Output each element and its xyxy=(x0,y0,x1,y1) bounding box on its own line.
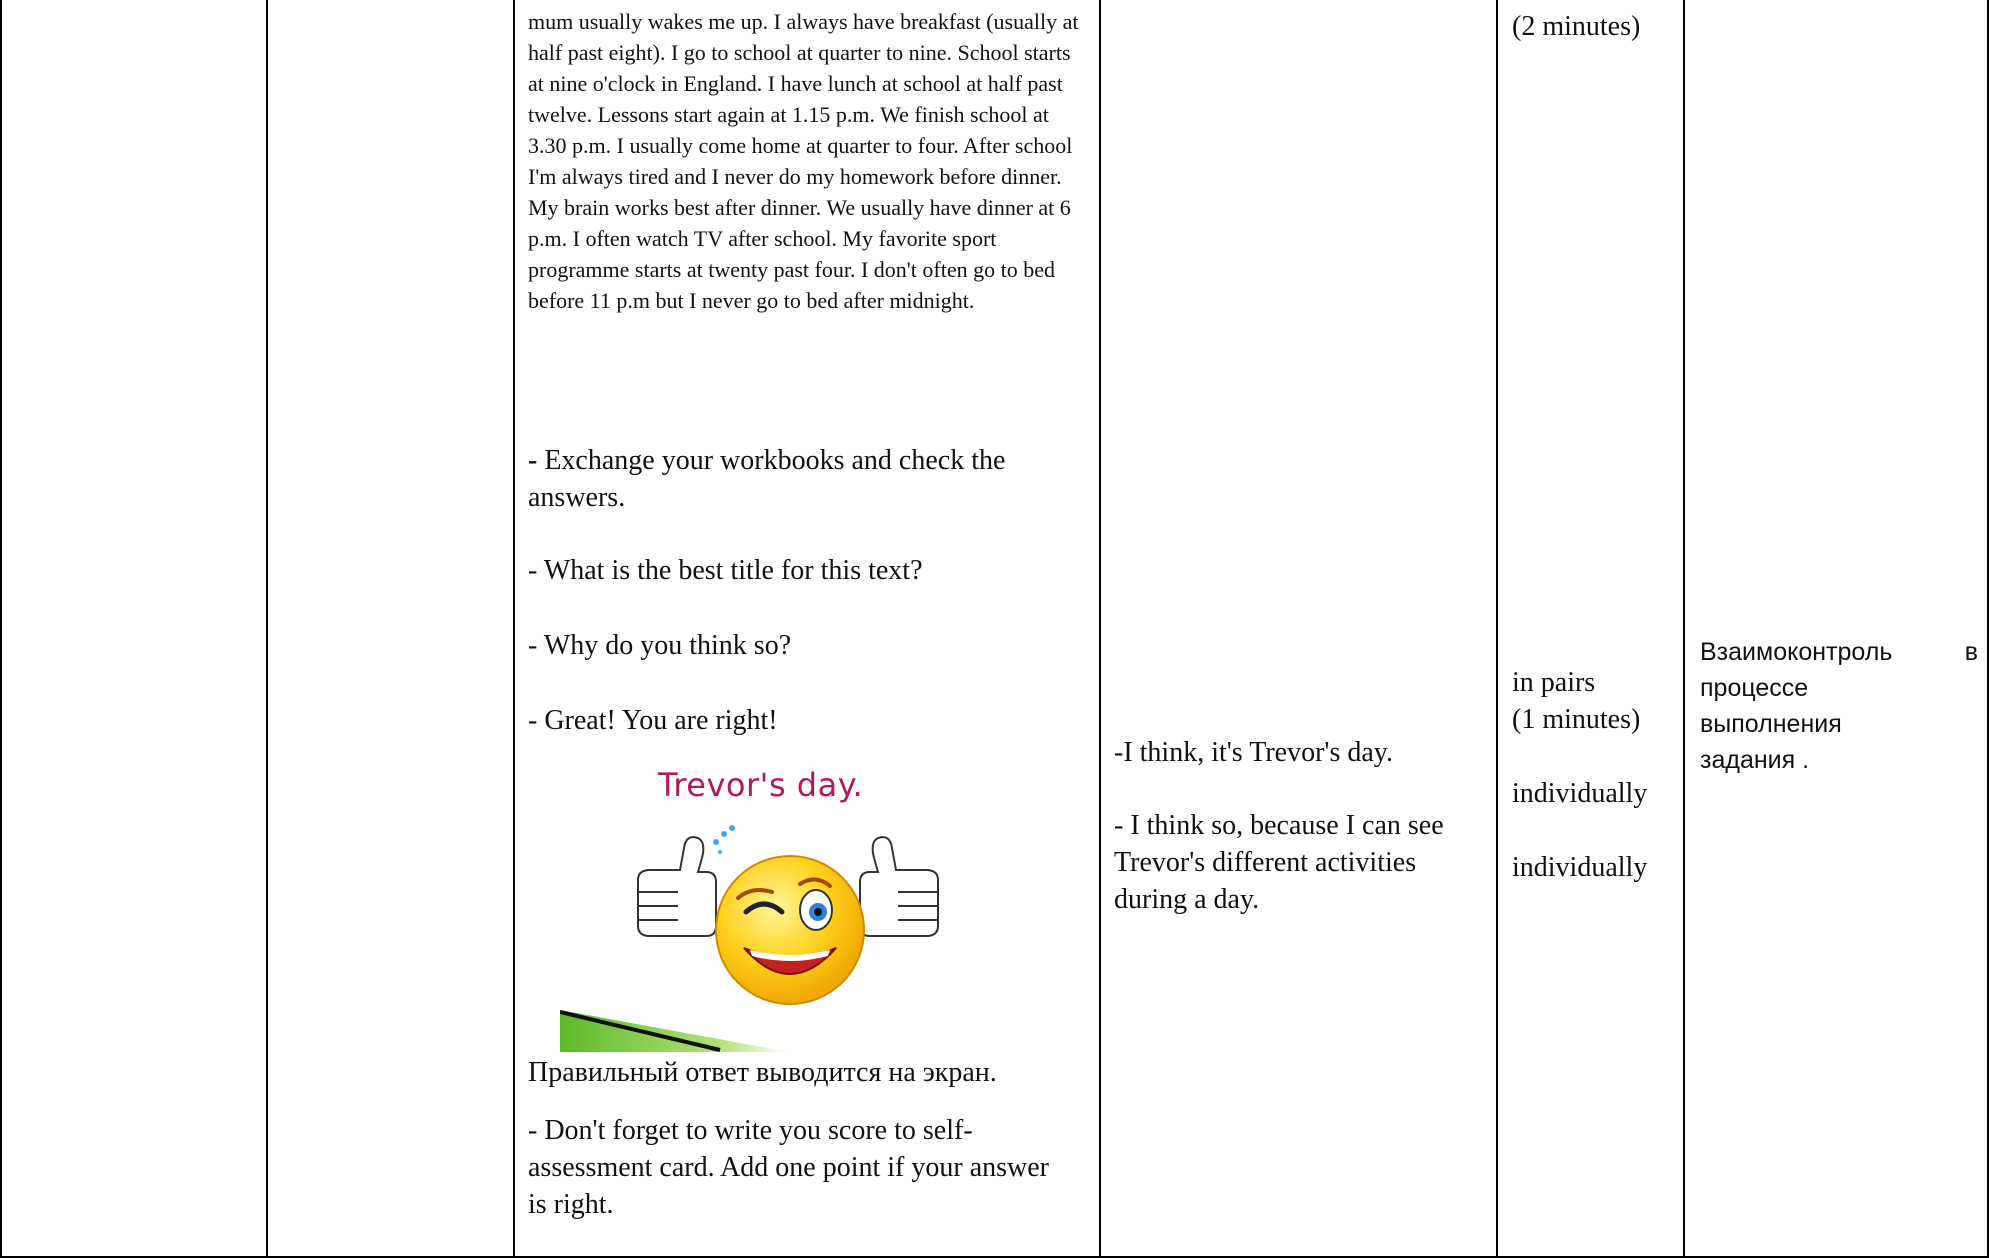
green-slide-bar-icon xyxy=(560,1010,790,1052)
assessment-cell xyxy=(1700,634,1980,778)
assessment-first-line xyxy=(1700,634,1978,670)
mode-individually-1: individually xyxy=(1512,778,1648,809)
column-divider-4 xyxy=(1496,0,1498,1258)
praise-text: - Great! You are right! xyxy=(528,705,778,736)
time-one-minute: (1 minutes) xyxy=(1512,704,1641,735)
reading-text: mum usually wakes me up. I always have breakfast (usually at half past eight). I go to school at quarter to nine. School starts at nine o'clock in England. I have lunch at school at half past twelve. Lessons start again at 1.15 p.m. We finish school at 3.30 p.m. I usually come home at quarter to four. After school I'm always tired and I never do my homework before dinner. My brain works best after dinner. We usually have dinner at 6 p.m. I often watch TV after school. My favorite sport programme starts at twenty past four. I don't often go to bed before 11 p.m but I never go to bed after midnight. xyxy=(528,9,1079,313)
thumbs-up-smiley-icon xyxy=(628,820,948,1010)
student-answer-reason: - I think so, because I can see Trevor's different activities during a day. xyxy=(1114,810,1444,915)
mode-individually-2: individually xyxy=(1512,852,1648,883)
column-divider-3 xyxy=(1099,0,1101,1258)
column-divider-2 xyxy=(513,0,515,1258)
exchange-dash: - xyxy=(528,445,538,476)
column-divider-1 xyxy=(266,0,268,1258)
correct-answer-note: Правильный ответ выводится на экран. xyxy=(528,1057,997,1088)
assessment-word-2: в xyxy=(1964,638,1978,666)
exchange-instruction xyxy=(528,442,1088,516)
assessment-word-1: Взаимоконтроль xyxy=(1700,638,1893,666)
exchange-text: Exchange your workbooks and check the answers. xyxy=(528,445,1006,513)
assessment-rest: процессе выполнения задания . xyxy=(1700,674,1842,774)
time-two-minutes: (2 minutes) xyxy=(1512,11,1641,42)
student-answer-title: -I think, it's Trevor's day. xyxy=(1114,737,1393,768)
question-title: - What is the best title for this text? xyxy=(528,555,923,586)
column-divider-5 xyxy=(1683,0,1685,1258)
trevors-day-caption: Trevor's day. xyxy=(658,766,864,804)
question-why: - Why do you think so? xyxy=(528,630,792,661)
self-assessment-note: - Don't forget to write you score to self-assessment card. Add one point if your answer is right. xyxy=(528,1115,1049,1220)
mode-in-pairs: in pairs xyxy=(1512,667,1596,698)
table-border-left xyxy=(0,0,2,1258)
